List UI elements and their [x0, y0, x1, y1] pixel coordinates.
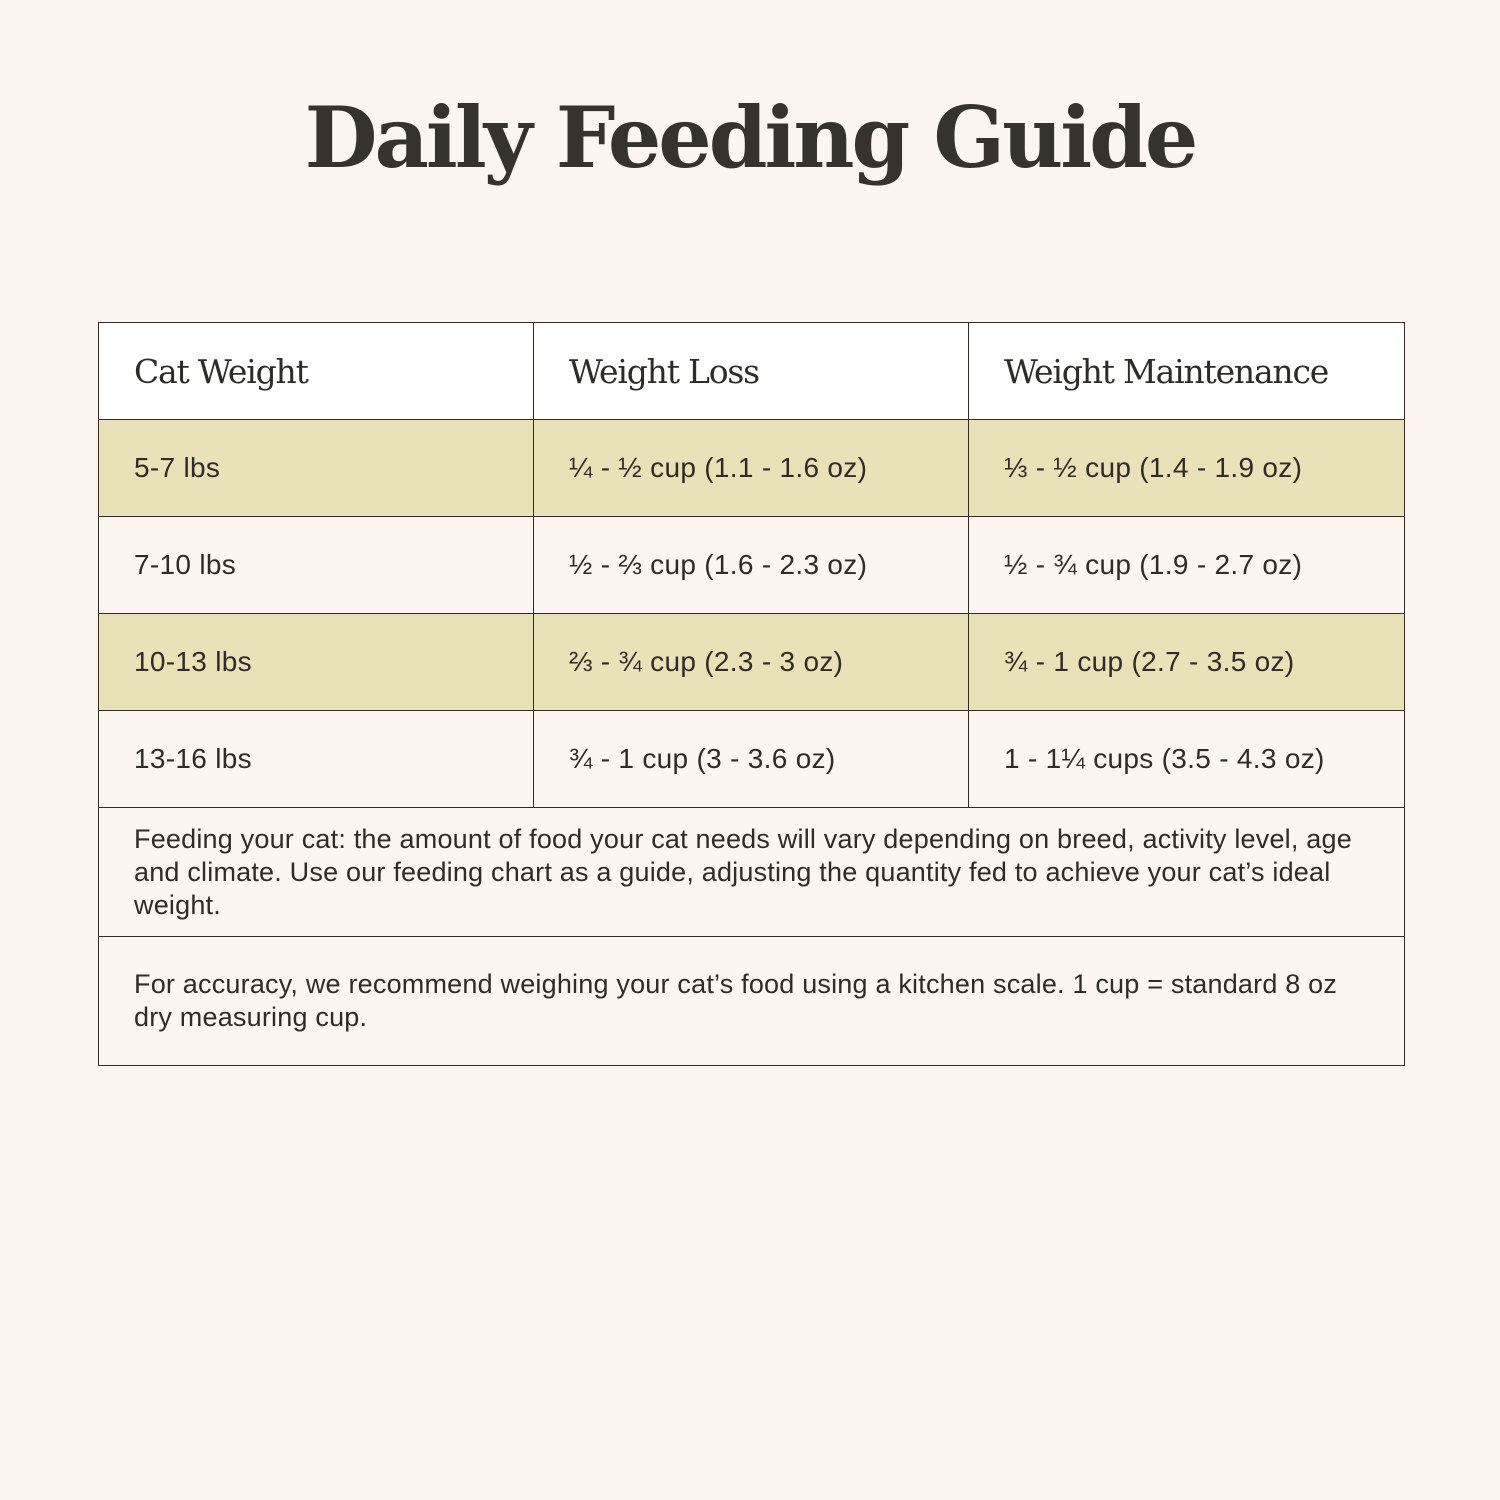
accuracy-note-text: For accuracy, we recommend weighing your cat’s food using a kitchen scale. 1 cup = standard 8 oz dry measuring cup.: [99, 937, 1405, 1066]
table-row: [99, 420, 1405, 517]
header-weight-loss: Weight Loss: [534, 323, 969, 420]
table-row: [99, 517, 1405, 614]
page-title: Daily Feeding Guide: [304, 88, 1196, 187]
table-row: [99, 711, 1405, 808]
cell-weight-maintenance: ⅓ - ½ cup (1.4 - 1.9 oz): [969, 420, 1405, 517]
cell-cat-weight: 13-16 lbs: [99, 711, 534, 808]
header-cat-weight: Cat Weight: [99, 323, 534, 420]
table-header-row: [99, 323, 1405, 420]
header-weight-maintenance: Weight Maintenance: [969, 323, 1405, 420]
cell-weight-loss: ¼ - ½ cup (1.1 - 1.6 oz): [534, 420, 969, 517]
feeding-note-row: [99, 808, 1405, 937]
cell-cat-weight: 7-10 lbs: [99, 517, 534, 614]
feeding-note-text: Feeding your cat: the amount of food your cat needs will vary depending on breed, activity level, age and climate. Use our feeding chart as a guide, adjusting the quantity fed to achieve your cat’s ideal weight.: [99, 808, 1405, 937]
table-row: [99, 614, 1405, 711]
accuracy-note-row: [99, 937, 1405, 1066]
feeding-guide-table: [98, 322, 1405, 1066]
cell-weight-maintenance: ¾ - 1 cup (2.7 - 3.5 oz): [969, 614, 1405, 711]
cell-weight-loss: ½ - ⅔ cup (1.6 - 2.3 oz): [534, 517, 969, 614]
cell-cat-weight: 10-13 lbs: [99, 614, 534, 711]
cell-weight-loss: ¾ - 1 cup (3 - 3.6 oz): [534, 711, 969, 808]
cell-weight-maintenance: 1 - 1¼ cups (3.5 - 4.3 oz): [969, 711, 1405, 808]
cell-weight-maintenance: ½ - ¾ cup (1.9 - 2.7 oz): [969, 517, 1405, 614]
cell-weight-loss: ⅔ - ¾ cup (2.3 - 3 oz): [534, 614, 969, 711]
cell-cat-weight: 5-7 lbs: [99, 420, 534, 517]
